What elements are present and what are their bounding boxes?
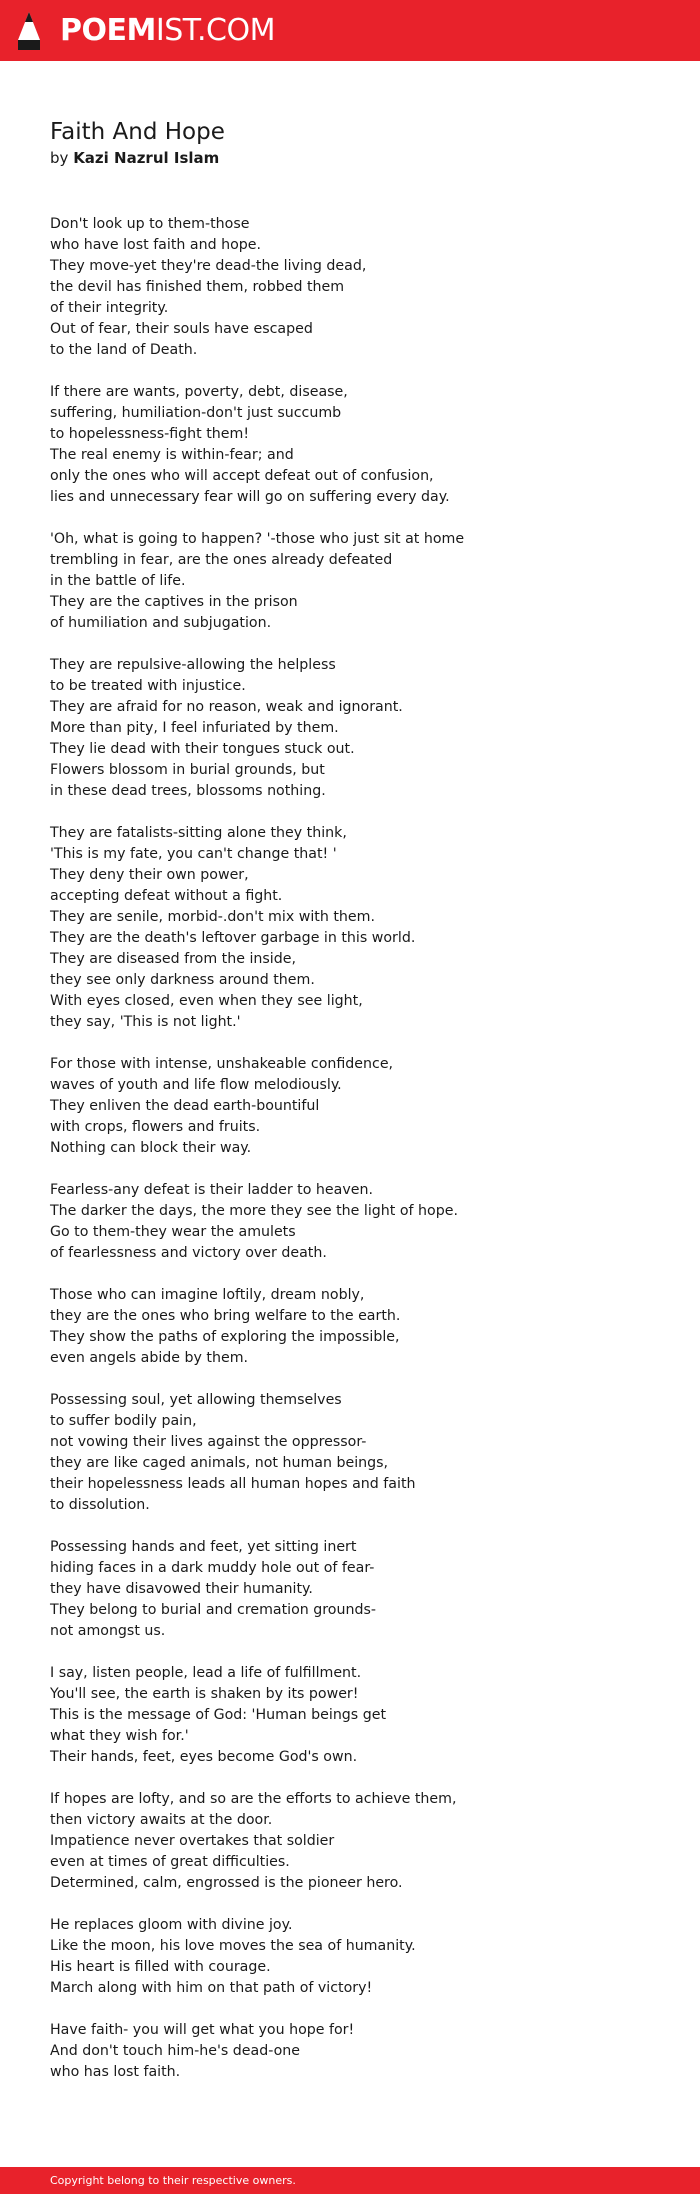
poem-line: They enliven the dead earth-bountiful <box>50 1098 320 1114</box>
poem-line: accepting defeat without a fight. <box>50 888 283 904</box>
poem-line: they are like caged animals, not human beings, <box>50 1455 389 1471</box>
poem-line: They are repulsive-allowing the helpless <box>50 657 336 673</box>
poem-line: They belong to burial and cremation grounds- <box>50 1602 376 1618</box>
poem-line: of their integrity. <box>50 300 169 316</box>
poem-line: They are afraid for no reason, weak and ignorant. <box>50 699 403 715</box>
poem-line: of humiliation and subjugation. <box>50 615 272 631</box>
poem-line: lies and unnecessary fear will go on suffering every day. <box>50 489 450 505</box>
poem-stanza <box>50 655 670 802</box>
site-logo-text <box>60 10 275 52</box>
poem-stanza <box>50 1915 670 1999</box>
poem-byline <box>50 147 670 169</box>
poem-line: He replaces gloom with divine joy. <box>50 1917 293 1933</box>
poem-line: they are the ones who bring welfare to the earth. <box>50 1308 401 1324</box>
poem-line: Out of fear, their souls have escaped <box>50 321 313 337</box>
poem-line: This is the message of God: 'Human beings get <box>50 1707 387 1723</box>
poem-line: Their hands, feet, eyes become God's own. <box>50 1749 358 1765</box>
poem-line: to be treated with injustice. <box>50 678 246 694</box>
poem-line: They are the death's leftover garbage in this world. <box>50 930 416 946</box>
site-header <box>0 0 700 61</box>
poem-line: to dissolution. <box>50 1497 150 1513</box>
poem-line: Nothing can block their way. <box>50 1140 252 1156</box>
poem-body <box>50 214 670 2083</box>
poem-line: They are diseased from the inside, <box>50 951 296 967</box>
poem-line: to hopelessness-fight them! <box>50 426 250 442</box>
poem-content <box>50 118 670 2104</box>
poem-line: The real enemy is within-fear; and <box>50 447 294 463</box>
site-footer <box>0 2167 700 2194</box>
poem-line: They are the captives in the prison <box>50 594 298 610</box>
poem-line: even at times of great difficulties. <box>50 1854 290 1870</box>
poem-line: Impatience never overtakes that soldier <box>50 1833 335 1849</box>
poem-line: even angels abide by them. <box>50 1350 249 1366</box>
by-label: by <box>50 149 69 167</box>
poem-line: Those who can imagine loftily, dream nobly, <box>50 1287 365 1303</box>
poem-line: Like the moon, his love moves the sea of humanity. <box>50 1938 416 1954</box>
poem-line: not vowing their lives against the oppressor- <box>50 1434 367 1450</box>
poem-line: More than pity, I feel infuriated by them. <box>50 720 339 736</box>
poem-line: They deny their own power, <box>50 867 249 883</box>
poem-stanza <box>50 1054 670 1159</box>
poem-line: who have lost faith and hope. <box>50 237 262 253</box>
poem-line: not amongst us. <box>50 1623 166 1639</box>
poem-line: trembling in fear, are the ones already defeated <box>50 552 393 568</box>
poem-line: in the battle of life. <box>50 573 186 589</box>
poem-line: Determined, calm, engrossed is the pioneer hero. <box>50 1875 403 1891</box>
poem-stanza <box>50 823 670 1033</box>
poem-stanza <box>50 1789 670 1894</box>
site-logo-link[interactable] <box>16 10 275 52</box>
poem-line: They are fatalists-sitting alone they think, <box>50 825 347 841</box>
poem-line: suffering, humiliation-don't just succumb <box>50 405 342 421</box>
poem-line: Go to them-they wear the amulets <box>50 1224 296 1240</box>
poem-line: For those with intense, unshakeable confidence, <box>50 1056 394 1072</box>
pencil-icon <box>16 10 42 52</box>
poem-line: With eyes closed, even when they see light, <box>50 993 363 1009</box>
poem-stanza <box>50 1180 670 1264</box>
poem-line: they see only darkness around them. <box>50 972 315 988</box>
poem-line: They show the paths of exploring the impossible, <box>50 1329 400 1345</box>
poem-line: Have faith- you will get what you hope for! <box>50 2022 355 2038</box>
poem-line: their hopelessness leads all human hopes and faith <box>50 1476 416 1492</box>
poem-line: They are senile, morbid-.don't mix with them. <box>50 909 375 925</box>
poem-stanza <box>50 2020 670 2083</box>
poem-line: who has lost faith. <box>50 2064 181 2080</box>
copyright-text: Copyright belong to their respective owners. <box>50 2174 296 2187</box>
poem-line: I say, listen people, lead a life of fulfillment. <box>50 1665 362 1681</box>
poem-line: The darker the days, the more they see the light of hope. <box>50 1203 458 1219</box>
poem-stanza <box>50 1390 670 1516</box>
poem-line: March along with him on that path of victory! <box>50 1980 373 1996</box>
poem-line: the devil has finished them, robbed them <box>50 279 345 295</box>
poem-line: what they wish for.' <box>50 1728 189 1744</box>
poem-line: Fearless-any defeat is their ladder to heaven. <box>50 1182 373 1198</box>
poem-line: Flowers blossom in burial grounds, but <box>50 762 325 778</box>
poem-stanza <box>50 1537 670 1642</box>
poem-line: If there are wants, poverty, debt, disease, <box>50 384 348 400</box>
poem-line: with crops, flowers and fruits. <box>50 1119 261 1135</box>
poem-line: They lie dead with their tongues stuck out. <box>50 741 355 757</box>
poem-line: Don't look up to them-those <box>50 216 250 232</box>
poem-line: only the ones who will accept defeat out of confusion, <box>50 468 434 484</box>
poem-line: They move-yet they're dead-the living dead, <box>50 258 367 274</box>
logo-bold-text: POEM <box>60 13 156 48</box>
poem-line: And don't touch him-he's dead-one <box>50 2043 301 2059</box>
poem-stanza <box>50 1285 670 1369</box>
poem-line: then victory awaits at the door. <box>50 1812 273 1828</box>
poem-line: in these dead trees, blossoms nothing. <box>50 783 326 799</box>
poem-stanza <box>50 382 670 508</box>
poem-line: You'll see, the earth is shaken by its power! <box>50 1686 359 1702</box>
poem-line: If hopes are lofty, and so are the efforts to achieve them, <box>50 1791 457 1807</box>
poem-stanza <box>50 1663 670 1768</box>
poem-line: to suffer bodily pain, <box>50 1413 197 1429</box>
poem-line: His heart is filled with courage. <box>50 1959 271 1975</box>
poem-line: waves of youth and life flow melodiously. <box>50 1077 342 1093</box>
poem-author: Kazi Nazrul Islam <box>73 149 220 167</box>
poem-line: Possessing hands and feet, yet sitting inert <box>50 1539 357 1555</box>
poem-line: to the land of Death. <box>50 342 198 358</box>
poem-line: they say, 'This is not light.' <box>50 1014 241 1030</box>
poem-line: they have disavowed their humanity. <box>50 1581 313 1597</box>
poem-line: 'This is my fate, you can't change that! ' <box>50 846 337 862</box>
poem-title: Faith And Hope <box>50 119 225 145</box>
poem-line: Possessing soul, yet allowing themselves <box>50 1392 342 1408</box>
poem-stanza <box>50 214 670 361</box>
logo-light-text: IST.COM <box>155 13 275 48</box>
poem-stanza <box>50 529 670 634</box>
poem-line: 'Oh, what is going to happen? '-those who just sit at home <box>50 531 465 547</box>
poem-line: hiding faces in a dark muddy hole out of fear- <box>50 1560 375 1576</box>
poem-line: of fearlessness and victory over death. <box>50 1245 327 1261</box>
